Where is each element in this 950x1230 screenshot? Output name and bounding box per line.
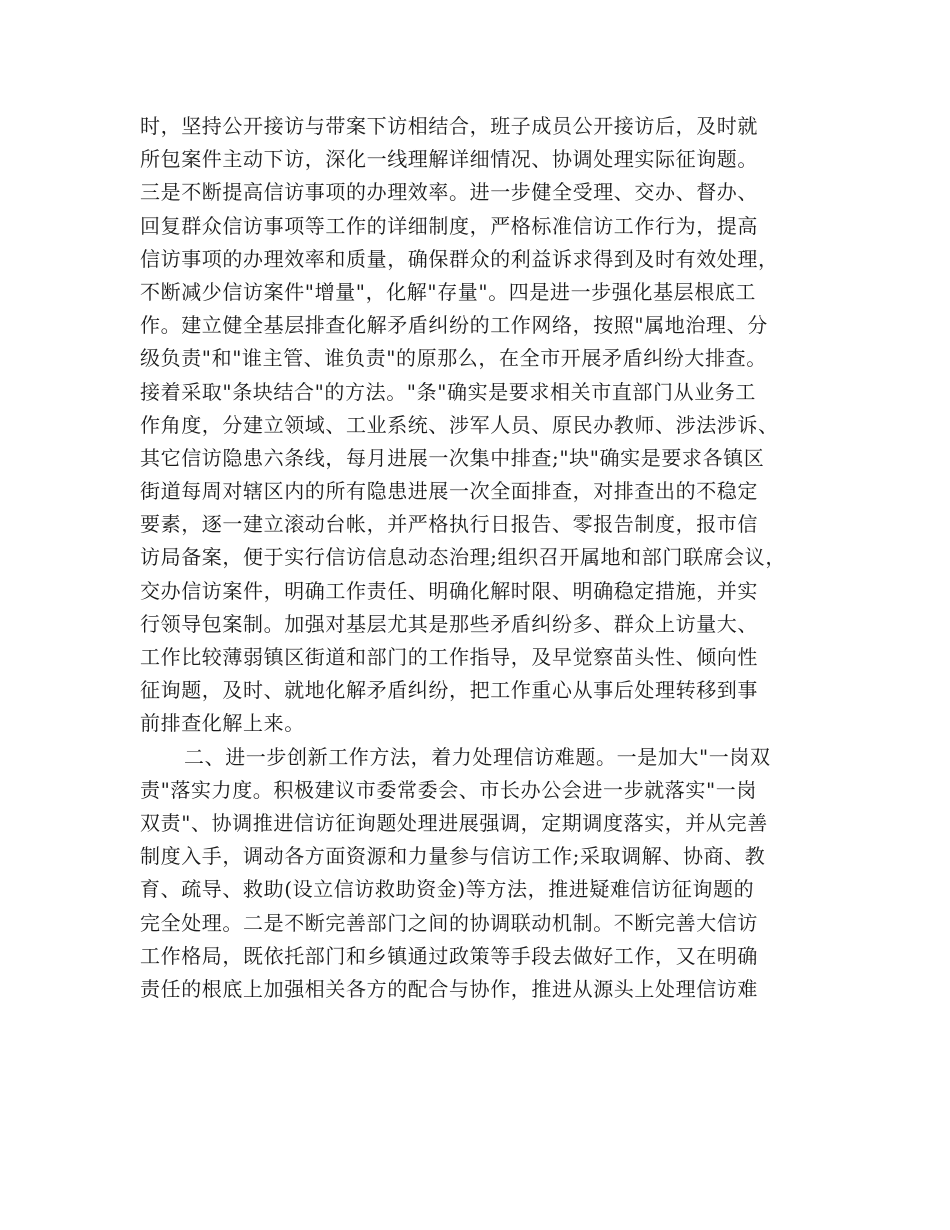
text-line: 其它信访隐患六条线，每月进展一次集中排查;"块"确实是要求各镇区 bbox=[140, 445, 765, 470]
text-line: 级负责"和"谁主管、谁负责"的原那么，在全市开展矛盾纠纷大排查。 bbox=[140, 346, 767, 371]
text-line: 工作比较薄弱镇区街道和部门的工作指导，及早觉察苗头性、倾向性 bbox=[140, 645, 758, 669]
text-line: 行领导包案制。加强对基层尤其是那些矛盾纠纷多、群众上访量大、 bbox=[140, 611, 758, 636]
text-line: 征询题，及时、就地化解矛盾纠纷，把工作重心从事后处理转移到事 bbox=[140, 678, 758, 703]
body-text bbox=[140, 110, 830, 1006]
text-line: 制度入手，调动各方面资源和力量参与信访工作;采取调解、协商、教 bbox=[140, 844, 766, 869]
text-line: 不断减少信访案件"增量"，化解"存量"。四是进一步强化基层根底工 bbox=[140, 279, 756, 304]
text-line: 作角度，分建立领域、工业系统、涉军人员、原民办教师、涉法涉诉、 bbox=[140, 412, 779, 437]
text-line: 三是不断提高信访事项的办理效率。进一步健全受理、交办、督办、 bbox=[140, 180, 758, 205]
text-line: 双责"、协调推进信访征询题处理进展强调，定期调度落实，并从完善 bbox=[140, 810, 768, 835]
text-line: 要素，逐一建立滚动台帐，并严格执行日报告、零报告制度，报市信 bbox=[140, 512, 758, 537]
text-line: 信访事项的办理效率和质量，确保群众的利益诉求得到及时有效处理， bbox=[140, 246, 779, 271]
text-line: 责"落实力度。积极建议市委常委会、市长办公会进一步就落实"一岗 bbox=[140, 777, 757, 802]
paragraph-start-line: 二、进一步创新工作方法，着力处理信访难题。一是加大"一岗双 bbox=[184, 744, 771, 769]
text-line: 责任的根底上加强相关各方的配合与协作，推进从源头上处理信访难 bbox=[140, 976, 758, 1001]
text-line: 访局备案，便于实行信访信息动态治理;组织召开属地和部门联席会议， bbox=[140, 545, 786, 570]
text-line: 交办信访案件，明确工作责任、明确化解时限、明确稳定措施，并实 bbox=[140, 578, 758, 603]
text-line: 街道每周对辖区内的所有隐患进展一次全面排查，对排查出的不稳定 bbox=[140, 479, 758, 504]
text-line: 前排查化解上来。 bbox=[140, 711, 305, 736]
text-line: 育、疏导、救助(设立信访救助资金)等方法，推进疑难信访征询题的 bbox=[140, 877, 755, 902]
text-line: 接着采取"条块结合"的方法。"条"确实是要求相关市直部门从业务工 bbox=[140, 379, 756, 404]
text-line: 作。建立健全基层排查化解矛盾纠纷的工作网络，按照"属地治理、分 bbox=[140, 313, 768, 338]
text-line: 所包案件主动下访，深化一线理解详细情况、协调处理实际征询题。 bbox=[140, 147, 758, 172]
text-line: 完全处理。二是不断完善部门之间的协调联动机制。不断完善大信访 bbox=[140, 910, 758, 935]
text-line: 时，坚持公开接访与带案下访相结合，班子成员公开接访后，及时就 bbox=[140, 114, 758, 138]
text-line: 回复群众信访事项等工作的详细制度，严格标准信访工作行为，提高 bbox=[140, 213, 758, 238]
text-line: 工作格局，既依托部门和乡镇通过政策等手段去做好工作，又在明确 bbox=[140, 943, 758, 968]
